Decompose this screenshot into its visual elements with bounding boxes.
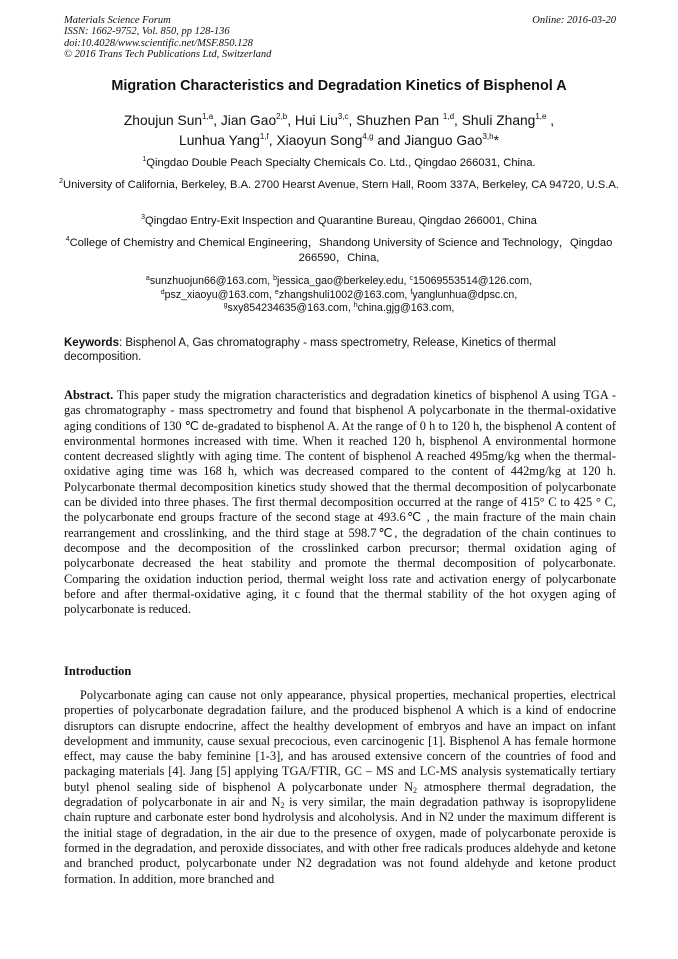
affiliation-sup: 4 [65,236,70,243]
section-heading-introduction: Introduction [64,664,132,678]
author-list [40,111,638,151]
email-link[interactable]: zhangshuli1002@163.com, [278,288,411,301]
email-sup: g [223,302,228,310]
email-link[interactable]: yanglunhua@dpsc.cn, [412,288,518,301]
author-name: Xiaoyun Song [276,133,363,148]
intro-text: is very similar, the main degradation pathway is isopropylidene chain rupture and carbonate ester bond hydrolysis and alcoholysis. And in N2 under the maximum different is the initial stage of degradation, in the air due to the presence of oxygen, made of polycarbonate peroxide is formed in the degradation, and peroxide dissociates, and with other free radicals produces aldehyde and ketone and branched product, polycarbonate under N2 degradation was not found aldehyde and ketone product formation. In addition, more branched and [64,795,616,886]
intro-text: atmosphere thermal degradation, the degradation of polycarbonate in air and N [64,779,616,810]
keywords-label: Keywords [64,337,119,349]
email-sup: f [410,288,413,296]
author-name: Hui Liu [294,113,338,128]
author-sep: and [373,133,405,148]
author-name: Shuli Zhang [461,113,536,128]
affiliation-text: University of California, Berkeley, B.A. 2700 Hearst Avenue, Stern Hall, Room 337A, Berkeley, CA 94720, U.S.A. [62,179,619,191]
affiliation-text: Qingdao Double Peach Specialty Chemicals Co. Ltd., Qingdao 266031, China. [146,157,536,169]
author-name: Jianguo Gao [404,133,483,148]
author-name: Shuzhen Pan [356,113,443,128]
journal-header [64,15,616,60]
author-sup: 2,b [276,112,288,121]
journal-name: Materials Science Forum [64,15,171,26]
author-sep: , [546,113,555,128]
author-sup: 4,g [362,132,374,141]
copyright-line: © 2016 Trans Tech Publications Ltd, Switzerland [64,48,272,60]
abstract-label: Abstract. [64,388,114,402]
email-link[interactable]: china.gjg@163.com, [357,302,455,315]
affiliation-4 [56,236,622,265]
email-link[interactable]: sunzhuojun66@163.com, [149,275,274,287]
author-sup: 1,a [202,112,214,121]
email-link[interactable]: jessica_gao@berkeley.edu, [276,275,410,287]
keywords-text: : Bisphenol A, Gas chromatography - mass spectrometry, Release, Kinetics of thermal decomposition. [64,337,556,363]
intro-subscript: 2 [280,801,285,811]
keywords [64,336,616,364]
online-date: Online: 2016-03-20 [532,15,616,26]
affiliation-1 [56,156,622,171]
author-sup: 1,f [259,132,269,141]
author-name: Zhoujun Sun [123,113,203,128]
affiliation-text: Qingdao Entry-Exit Inspection and Quarantine Bureau, Qingdao 266001, China [145,215,537,227]
issn-line: ISSN: 1662-9752, Vol. 850, pp 128-136 [64,26,230,38]
affiliation-2 [56,178,622,193]
author-sep: , [348,113,357,128]
email-link[interactable]: 15069553514@126.com, [412,275,533,287]
author-sep: * [493,133,499,148]
affiliation-text: College of Chemistry and Chemical Engineering，Shandong University of Science and Technology，Qingdao 266590，China, [69,237,613,264]
email-sup: a [145,275,150,282]
email-sup: h [353,302,358,310]
paper-title: Migration Characteristics and Degradation Kinetics of Bisphenol A [111,78,567,94]
affiliation-sup: 2 [59,178,63,185]
author-sep: , [213,113,221,128]
email-link[interactable]: psz_xiaoyu@163.com, [164,288,275,301]
abstract [64,388,616,617]
author-sep: , [454,113,462,128]
affiliation-sup: 1 [142,156,147,163]
author-sep: , [268,133,277,148]
intro-subscript: 2 [413,785,418,795]
email-link[interactable]: sxy854234635@163.com, [227,302,354,315]
affiliation-3 [56,214,622,229]
doi-line: doi:10.4028/www.scientific.net/MSF.850.128 [64,37,253,49]
intro-text: Polycarbonate aging can cause not only appearance, physical properties, mechanical properties, electrical properties of polycarbonate degradation failure, and the produced bisphenol A which is a kind of endocrine disruptors can disrupte endocrine, affect the healthy development of embryos and have an impact on infant development and immunity, cause sexual precocious, even carcinogenic [1]. Bisphenol A has female hormone effect, may cause the baby feminine [1-3], and has aroused extensive concern of the countries of food and packaging materials [4]. Jang [5] applying TGA/FTIR, GC – MS and LC-MS analysis systematically tertiary butyl phenol sealing side of bisphenol A polycarbonate under N [64,688,616,794]
affiliation-sup: 3 [141,214,146,221]
author-sup: 3,h [482,132,494,141]
author-sup: 1,e [535,112,547,121]
author-sup: 1,d [442,112,455,121]
author-name: Jian Gao [220,113,277,128]
email-list [56,275,622,316]
email-sup: d [160,288,165,296]
author-name: Lunhua Yang [179,133,260,148]
email-sup: b [273,275,277,282]
abstract-text: This paper study the migration characteristics and degradation kinetics of bisphenol A using TGA - gas chromatography - mass spectrometry and found that bisphenol A polycarbonate in the thermal-oxidative aging conditions of 130 ℃ de-gradated to bisphenol A. At the range of 0 h to 120 h, the bisphenol A content of environmental hormones increased with time. When it reached 120 h, bisphenol A environmental hormone content decreased slightly with aging time. The content of bisphenol A reached 495mg/kg when the thermal-oxidative aging time was 168 h, which was decreased compared to the content of 442mg/kg at 120 h. Polycarbonate thermal decomposition kinetics study showed that the thermal decomposition of polycarbonate can be divided into three phases. The first thermal decomposition occurred at the range of 415° C to 425 ° C, the polycarbonate end groups fracture of the second stage at 493.6℃ , the main fracture of the main chain rearrangement and crosslinking, and the third stage at 598.7℃, the degradation of the chain continues to decompose and the decomposition of the crosslinked carbon precursor; thermal oxidation aging of polycarbonate decreased the heat stability and promote the thermal decomposition of polycarbonate. Comparing the oxidation induction period, thermal weight loss rate and activation energy of polycarbonate before and after thermal-oxidative aging, it c found that the thermal stability of the hot oxygen aging of polycarbonate is reduced. [64,388,616,617]
email-sup: c [409,275,413,282]
author-sup: 3,c [337,112,349,121]
author-sep: , [287,113,295,128]
introduction-paragraph [64,688,616,887]
email-sup: e [274,288,279,296]
